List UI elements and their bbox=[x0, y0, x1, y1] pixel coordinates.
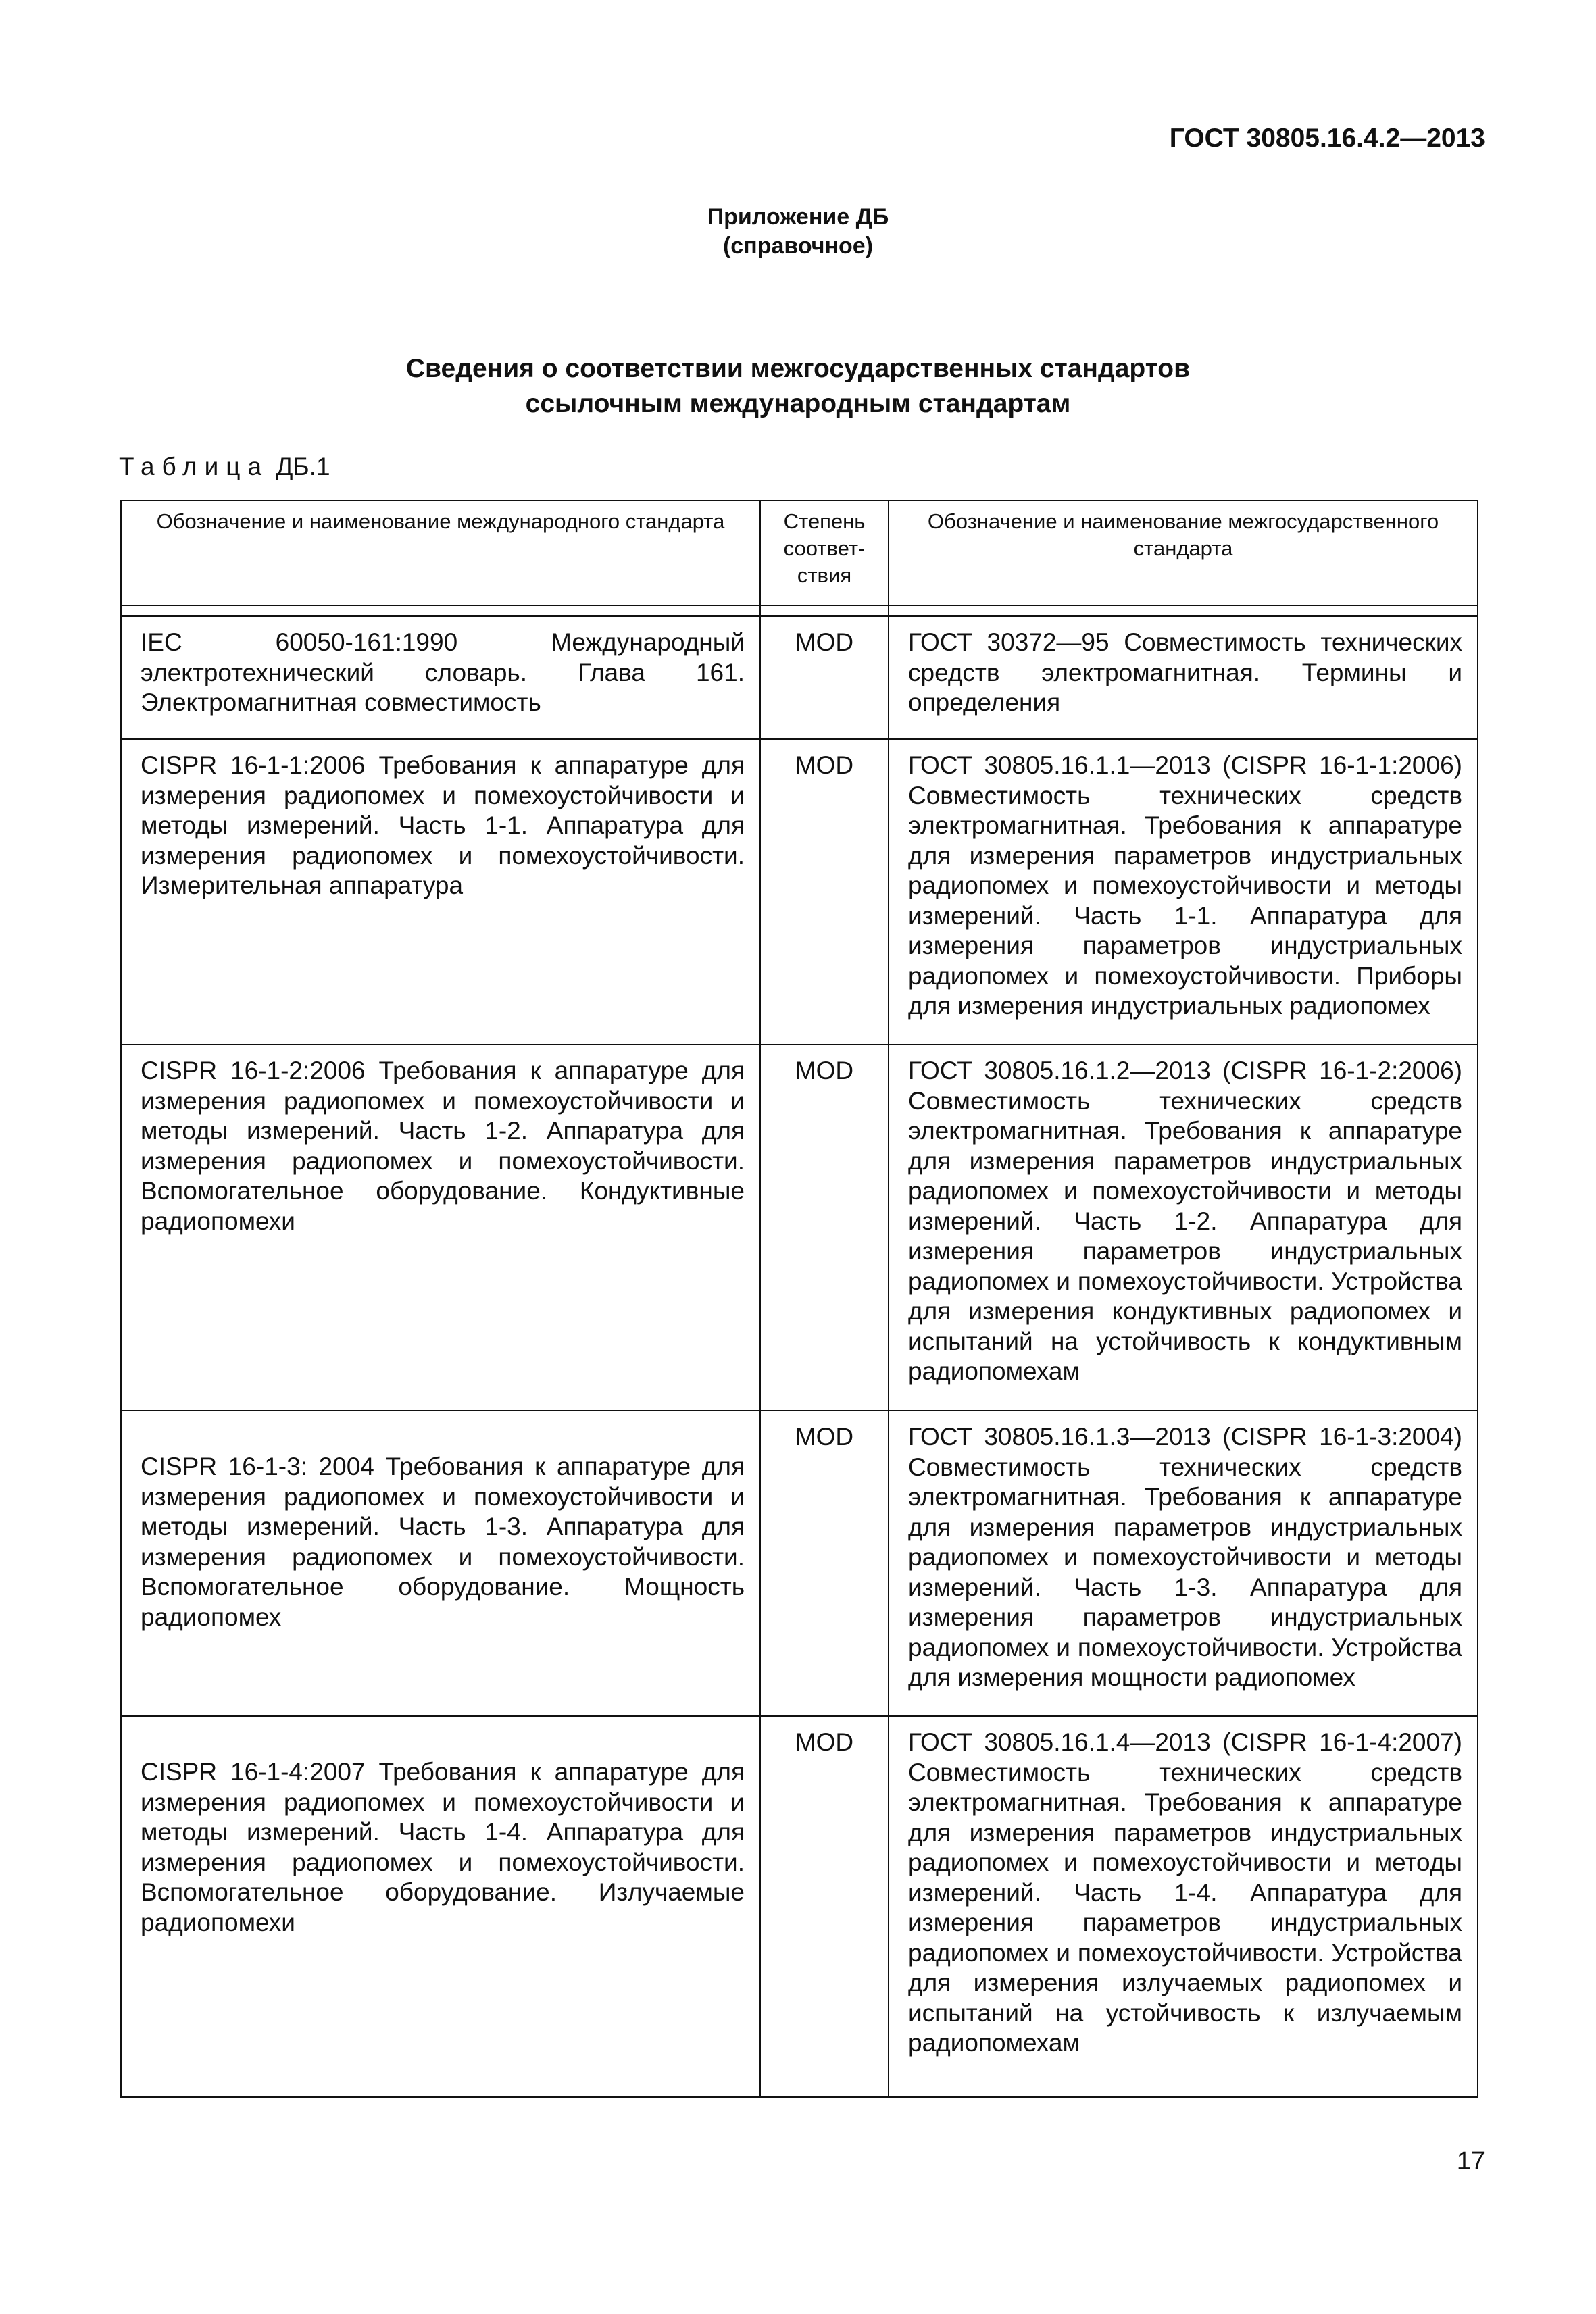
international-standard-cell: CISPR 16-1-2:2006 Требования к аппаратуре для измерения радиопомех и помехоустойчивости и методы измерений. Часть 1-2. Аппаратура для измерения радиопомех и помехоустойчивости. Вспомогательное оборудование. Кондуктивные радиопомехи bbox=[121, 1045, 760, 1411]
page-number: 17 bbox=[1456, 2147, 1485, 2175]
table-row bbox=[121, 1045, 1478, 1411]
section-heading bbox=[0, 351, 1596, 422]
interstate-standard-cell: ГОСТ 30805.16.1.4—2013 (CISPR 16-1-4:2007) Совместимость технических средств электромагнитная. Требования к аппаратуре для измерения параметров индустриальных радиопомех и помехоустойчивости и методы измерений. Часть 1-4. Аппаратура для измерения параметров индустриальных радиопомех и помехоустойчивости. Устройства для измерения излучаемых радиопомех и испытаний на устойчивость к излучаемым радиопомехам bbox=[889, 1716, 1478, 2097]
standards-table bbox=[120, 500, 1478, 2098]
international-standard-cell: IEC 60050-161:1990 Международный электротехнический словарь. Глава 161. Электромагнитная совместимость bbox=[121, 616, 760, 739]
column-header-international: Обозначение и наименование международного стандарта bbox=[121, 501, 760, 605]
table-label-word: Таблица bbox=[119, 453, 270, 480]
appendix-title: Приложение ДБ bbox=[707, 204, 889, 230]
degree-cell: MOD bbox=[760, 616, 889, 739]
separator-cell bbox=[121, 605, 760, 616]
degree-cell: MOD bbox=[760, 1411, 889, 1716]
table-label-number: ДБ.1 bbox=[276, 453, 330, 480]
section-title-line1: Сведения о соответствии межгосударственных стандартов bbox=[405, 354, 1191, 383]
interstate-standard-cell: ГОСТ 30805.16.1.2—2013 (CISPR 16-1-2:2006) Совместимость технических средств электромагнитная. Требования к аппаратуре для измерения параметров индустриальных радиопомех и помехоустойчивости и методы измерений. Часть 1-2. Аппаратура для измерения параметров индустриальных радиопомех и помехоустойчивости. Устройства для измерения кондуктивных радиопомех и испытаний на устойчивость к кондуктивным радиопомехам bbox=[889, 1045, 1478, 1411]
interstate-standard-cell: ГОСТ 30805.16.1.3—2013 (CISPR 16-1-3:2004) Совместимость технических средств электромагнитная. Требования к аппаратуре для измерения параметров индустриальных радиопомех и помехоустойчивости и методы измерений. Часть 1-3. Аппаратура для измерения параметров индустриальных радиопомех и помехоустойчивости. Устройства для измерения мощности радиопомех bbox=[889, 1411, 1478, 1716]
table-label bbox=[119, 453, 330, 481]
international-standard-cell: CISPR 16-1-4:2007 Требования к аппаратуре для измерения радиопомех и помехоустойчивости и методы измерений. Часть 1-4. Аппаратура для измерения радиопомех и помехоустойчивости. Вспомогательное оборудование. Излучаемые радиопомехи bbox=[121, 1716, 760, 2097]
appendix-subtitle: (справочное) bbox=[722, 233, 874, 259]
degree-cell: MOD bbox=[760, 1716, 889, 2097]
column-header-interstate: Обозначение и наименование межгосударственного стандарта bbox=[889, 501, 1478, 605]
table-row bbox=[121, 1411, 1478, 1716]
degree-cell: MOD bbox=[760, 1045, 889, 1411]
header-separator bbox=[121, 605, 1478, 616]
table-row bbox=[121, 1716, 1478, 2097]
interstate-standard-cell: ГОСТ 30372—95 Совместимость технических средств электромагнитная. Термины и определения bbox=[889, 616, 1478, 739]
separator-cell bbox=[760, 605, 889, 616]
degree-cell: MOD bbox=[760, 739, 889, 1045]
table-header-row bbox=[121, 501, 1478, 605]
international-standard-cell: CISPR 16-1-3: 2004 Требования к аппаратуре для измерения радиопомех и помехоустойчивости и методы измерений. Часть 1-3. Аппаратура для измерения радиопомех и помехоустойчивости. Вспомогательное оборудование. Мощность радиопомех bbox=[121, 1411, 760, 1716]
column-header-degree: Степень соответ- ствия bbox=[760, 501, 889, 605]
appendix-heading bbox=[0, 203, 1596, 261]
table-row bbox=[121, 739, 1478, 1045]
separator-cell bbox=[889, 605, 1478, 616]
interstate-standard-cell: ГОСТ 30805.16.1.1—2013 (CISPR 16-1-1:2006) Совместимость технических средств электромагнитная. Требования к аппаратуре для измерения параметров индустриальных радиопомех и помехоустойчивости и методы измерений. Часть 1-1. Аппаратура для измерения параметров индустриальных радиопомех и помехоустойчивости. Приборы для измерения индустриальных радиопомех bbox=[889, 739, 1478, 1045]
section-title-line2: ссылочным международным стандартам bbox=[525, 389, 1071, 418]
international-standard-cell: CISPR 16-1-1:2006 Требования к аппаратуре для измерения радиопомех и помехоустойчивости и методы измерений. Часть 1-1. Аппаратура для измерения радиопомех и помехоустойчивости. Измерительная аппаратура bbox=[121, 739, 760, 1045]
table-row bbox=[121, 616, 1478, 739]
document-code: ГОСТ 30805.16.4.2—2013 bbox=[1169, 124, 1485, 153]
